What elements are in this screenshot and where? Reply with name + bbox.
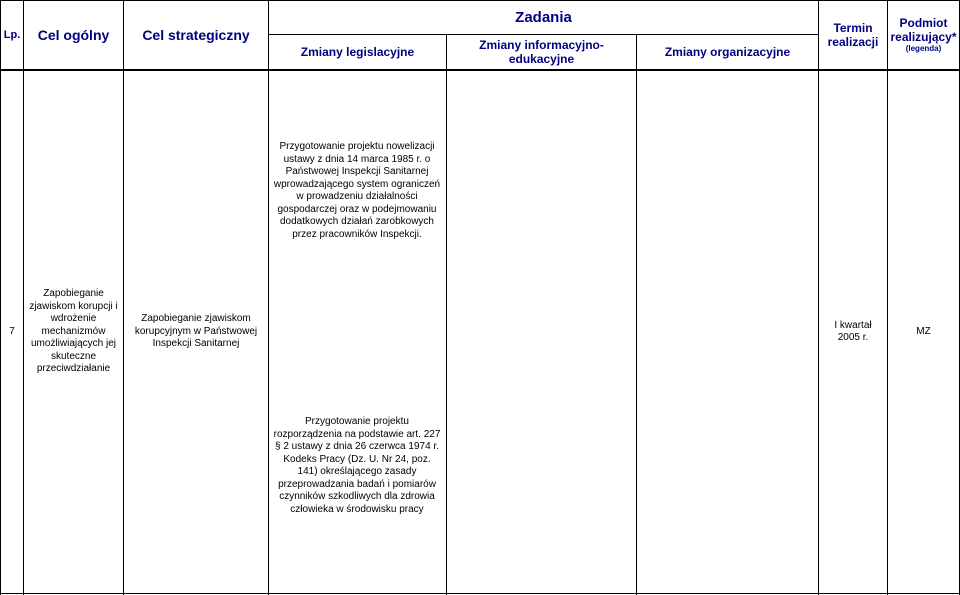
header-podmiot-line1: Podmiot <box>899 15 948 30</box>
header-termin-line2: realizacji <box>827 34 879 49</box>
header-lp: Lp. <box>1 1 23 68</box>
col-divider-cel-strategiczny <box>268 0 269 595</box>
border-top <box>0 0 960 1</box>
col-divider-cel-ogolny <box>123 0 124 595</box>
row-organizacyjne <box>637 71 818 593</box>
header-zmiany-legislacyjne: Zmiany legislacyjne <box>269 35 446 68</box>
header-podmiot-legend: (legenda) <box>905 43 942 53</box>
row-cel-ogolny: Zapobieganie zjawiskom korupcji i wdrożenie mechanizmów umożliwiających jej skuteczne przeciwdziałanie <box>29 288 118 375</box>
border-bottom <box>0 593 960 594</box>
row-legislacyjne-2: Przygotowanie projektu rozporządzenia na podstawie art. 227 § 2 ustawy z dnia 26 czerwca 1974 r. Kodeks Pracy (Dz. U. Nr 24, poz. 141) określającego zasady przeprowadzania badań i pomiarów czynników szkodliwych dla zdrowia człowieka w środowisku pracy <box>273 416 441 515</box>
row-legislacyjne-1: Przygotowanie projektu nowelizacji ustawy z dnia 14 marca 1985 r. o Państwowej Inspekcji Sanitarnej wprowadzającego system ograniczeń w prowadzeniu działalności gospodarczej oraz w podejmowaniu dodatkowych działań zarobkowych przez pracowników Inspekcji. <box>273 141 441 240</box>
col-divider-lp <box>23 0 24 595</box>
header-cel-ogolny: Cel ogólny <box>24 1 123 68</box>
row-podmiot: MZ <box>916 325 931 337</box>
header-podmiot <box>888 1 959 68</box>
header-termin <box>819 1 887 68</box>
header-zadania-divider <box>268 34 819 35</box>
header-zmiany-informacyjne: Zmiany informacyjno-edukacyjne <box>447 35 636 68</box>
header-zmiany-organizacyjne: Zmiany organizacyjne <box>637 35 818 68</box>
header-podmiot-line2: realizujący* <box>890 29 957 44</box>
row-informacyjne <box>447 71 636 593</box>
row-cel-strategiczny: Zapobieganie zjawiskom korupcyjnym w Państwowej Inspekcji Sanitarnej <box>134 313 258 350</box>
row-termin: I kwartał 2005 r. <box>834 319 872 343</box>
header-cel-strategiczny: Cel strategiczny <box>124 1 268 68</box>
row-lp: 7 <box>9 325 15 337</box>
col-divider-organizacyjne <box>818 0 819 595</box>
header-zadania: Zadania <box>269 1 818 34</box>
header-termin-line1: Termin <box>833 20 873 35</box>
